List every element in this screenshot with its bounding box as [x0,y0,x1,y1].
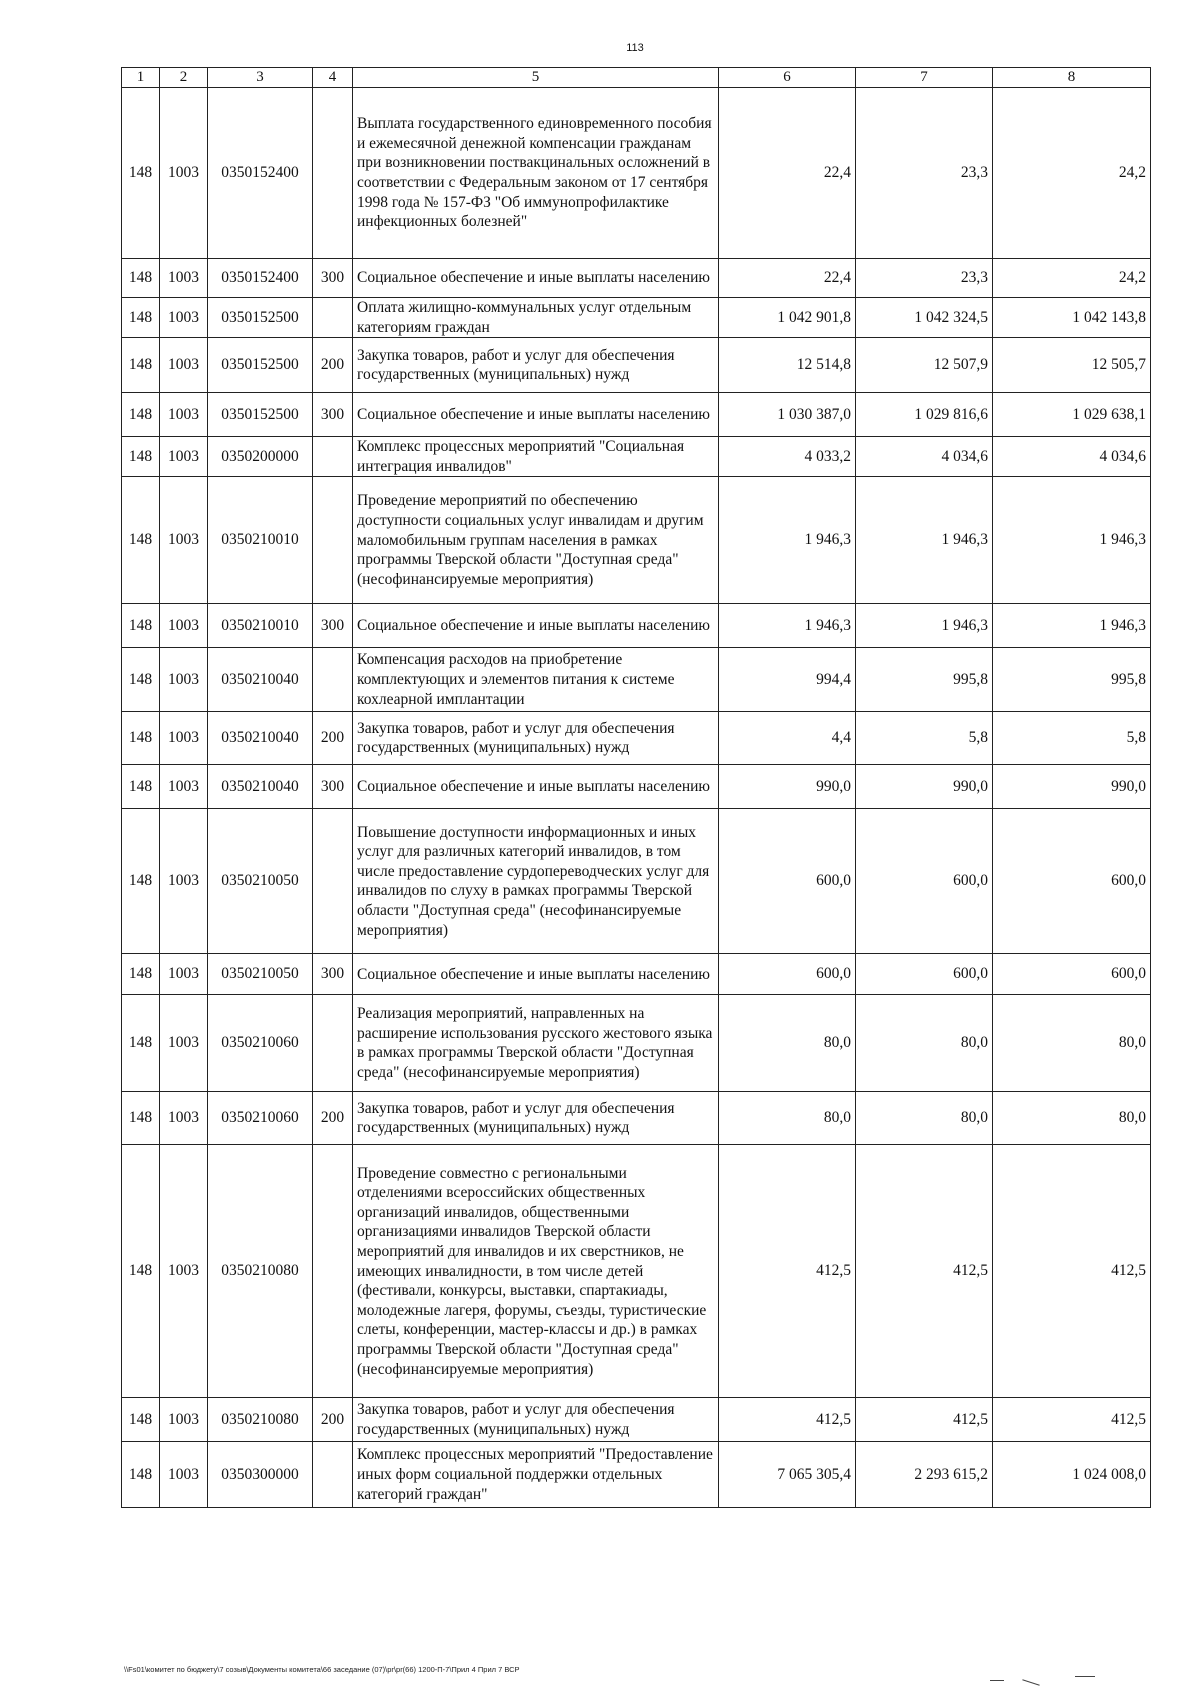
expense-type-cell: 300 [313,954,353,995]
target-article-cell: 0350210050 [208,954,313,995]
target-article-cell: 0350210080 [208,1145,313,1398]
expense-type-cell: 300 [313,393,353,437]
item-name-cell: Закупка товаров, работ и услуг для обеспечения государственных (муниципальных) нужд [353,1398,719,1442]
section-code-cell: 1003 [160,298,208,338]
expense-type-cell [313,995,353,1092]
amount-year2-cell: 5,8 [856,712,993,765]
expense-type-cell [313,477,353,604]
item-name-cell: Проведение совместно с региональными отделениями всероссийских общественных организаций инвалидов, общественными организациями инвалидов Тверской области мероприятий для инвалидов и их сверстников, не имеющих инвалидности, в том числе детей (фестивали, конкурсы, выставки, спартакиады, молодежные лагеря, форумы, съезды, туристические слеты, конференции, мастер-классы и др.) в рамках программы Тверской области "Доступная среда" (несофинансируемые мероприятия) [353,1145,719,1398]
amount-year1-cell: 80,0 [719,995,856,1092]
item-name-cell: Повышение доступности информационных и иных услуг для различных категорий инвалидов, в том числе предоставление сурдопереводческих услуг для инвалидов по слуху в рамках программы Тверской области "Доступная среда" (несофинансируемые мероприятия) [353,809,719,954]
amount-year3-cell: 600,0 [993,809,1151,954]
target-article-cell: 0350210010 [208,477,313,604]
chapter-code-cell: 148 [122,712,160,765]
amount-year2-cell: 1 946,3 [856,604,993,648]
column-header: 1 [122,68,160,88]
amount-year1-cell: 12 514,8 [719,338,856,393]
amount-year2-cell: 12 507,9 [856,338,993,393]
item-name-cell: Социальное обеспечение и иные выплаты населению [353,604,719,648]
chapter-code-cell: 148 [122,604,160,648]
amount-year2-cell: 23,3 [856,88,993,259]
section-code-cell: 1003 [160,1398,208,1442]
amount-year1-cell: 4 033,2 [719,437,856,477]
amount-year3-cell: 4 034,6 [993,437,1151,477]
amount-year1-cell: 4,4 [719,712,856,765]
amount-year2-cell: 412,5 [856,1398,993,1442]
expense-type-cell: 200 [313,1092,353,1145]
amount-year1-cell: 1 946,3 [719,604,856,648]
table-row [122,1092,1151,1145]
table-row [122,712,1151,765]
amount-year2-cell: 600,0 [856,954,993,995]
target-article-cell: 0350210050 [208,809,313,954]
target-article-cell: 0350210080 [208,1398,313,1442]
amount-year2-cell: 80,0 [856,995,993,1092]
amount-year2-cell: 2 293 615,2 [856,1442,993,1508]
amount-year3-cell: 5,8 [993,712,1151,765]
amount-year2-cell: 80,0 [856,1092,993,1145]
item-name-cell: Проведение мероприятий по обеспечению доступности социальных услуг инвалидам и другим маломобильным группам населения в рамках программы Тверской области "Доступная среда" (несофинансируемые мероприятия) [353,477,719,604]
amount-year3-cell: 1 042 143,8 [993,298,1151,338]
amount-year1-cell: 7 065 305,4 [719,1442,856,1508]
table-row [122,995,1151,1092]
section-code-cell: 1003 [160,393,208,437]
item-name-cell: Компенсация расходов на приобретение комплектующих и элементов питания к системе кохлеарной имплантации [353,648,719,712]
section-code-cell: 1003 [160,1092,208,1145]
amount-year3-cell: 12 505,7 [993,338,1151,393]
item-name-cell: Выплата государственного единовременного пособия и ежемесячной денежной компенсации гражданам при возникновении поствакцинальных осложнений в соответствии с Федеральным законом от 17 сентября 1998 года № 157-ФЗ "Об иммунопрофилактике инфекционных болезней" [353,88,719,259]
amount-year1-cell: 412,5 [719,1398,856,1442]
table-row [122,765,1151,809]
amount-year3-cell: 412,5 [993,1145,1151,1398]
chapter-code-cell: 148 [122,954,160,995]
chapter-code-cell: 148 [122,1092,160,1145]
amount-year3-cell: 600,0 [993,954,1151,995]
table-row [122,1442,1151,1508]
scan-artifact [1075,1676,1095,1677]
amount-year3-cell: 1 946,3 [993,477,1151,604]
amount-year2-cell: 4 034,6 [856,437,993,477]
expense-type-cell: 300 [313,259,353,298]
amount-year1-cell: 1 030 387,0 [719,393,856,437]
expense-type-cell [313,1145,353,1398]
section-code-cell: 1003 [160,712,208,765]
amount-year3-cell: 24,2 [993,259,1151,298]
section-code-cell: 1003 [160,765,208,809]
amount-year3-cell: 1 946,3 [993,604,1151,648]
item-name-cell: Оплата жилищно-коммунальных услуг отдельным категориям граждан [353,298,719,338]
section-code-cell: 1003 [160,88,208,259]
chapter-code-cell: 148 [122,809,160,954]
amount-year1-cell: 1 946,3 [719,477,856,604]
amount-year3-cell: 24,2 [993,88,1151,259]
section-code-cell: 1003 [160,1442,208,1508]
header-row [122,68,1151,88]
chapter-code-cell: 148 [122,1398,160,1442]
column-header: 4 [313,68,353,88]
item-name-cell: Комплекс процессных мероприятий "Предоставление иных форм социальной поддержки отдельных категорий граждан" [353,1442,719,1508]
chapter-code-cell: 148 [122,437,160,477]
amount-year1-cell: 80,0 [719,1092,856,1145]
item-name-cell: Социальное обеспечение и иные выплаты населению [353,765,719,809]
target-article-cell: 0350210040 [208,648,313,712]
chapter-code-cell: 148 [122,298,160,338]
column-header: 7 [856,68,993,88]
table-row [122,393,1151,437]
column-header: 5 [353,68,719,88]
chapter-code-cell: 148 [122,1442,160,1508]
expense-type-cell [313,648,353,712]
chapter-code-cell: 148 [122,88,160,259]
target-article-cell: 0350152400 [208,259,313,298]
column-header: 3 [208,68,313,88]
table-row [122,338,1151,393]
amount-year2-cell: 1 042 324,5 [856,298,993,338]
table-row [122,954,1151,995]
section-code-cell: 1003 [160,437,208,477]
page-number: 113 [626,42,644,54]
section-code-cell: 1003 [160,648,208,712]
table-row [122,648,1151,712]
expense-type-cell [313,298,353,338]
item-name-cell: Закупка товаров, работ и услуг для обеспечения государственных (муниципальных) нужд [353,1092,719,1145]
section-code-cell: 1003 [160,338,208,393]
expense-type-cell: 200 [313,1398,353,1442]
amount-year3-cell: 1 029 638,1 [993,393,1151,437]
chapter-code-cell: 148 [122,259,160,298]
item-name-cell: Реализация мероприятий, направленных на расширение использования русского жестового языка в рамках программы Тверской области "Доступная среда" (несофинансируемые мероприятия) [353,995,719,1092]
target-article-cell: 0350210060 [208,995,313,1092]
scan-artifact [990,1680,1004,1681]
expense-type-cell [313,88,353,259]
expense-type-cell [313,437,353,477]
expense-type-cell: 300 [313,604,353,648]
expense-type-cell [313,1442,353,1508]
file-path-footer: \\Fs01\комитет по бюджету\7 созыв\Документы комитета\66 заседание (07)\pr\pr(66) 1200-П-7\Прил 4 Прил 7 ВСР [124,1665,520,1674]
column-header: 8 [993,68,1151,88]
amount-year1-cell: 600,0 [719,809,856,954]
table-row [122,259,1151,298]
table-row [122,1145,1151,1398]
table-row [122,477,1151,604]
section-code-cell: 1003 [160,809,208,954]
section-code-cell: 1003 [160,954,208,995]
amount-year2-cell: 412,5 [856,1145,993,1398]
amount-year3-cell: 995,8 [993,648,1151,712]
item-name-cell: Закупка товаров, работ и услуг для обеспечения государственных (муниципальных) нужд [353,712,719,765]
section-code-cell: 1003 [160,604,208,648]
table-row [122,604,1151,648]
item-name-cell: Комплекс процессных мероприятий "Социальная интеграция инвалидов" [353,437,719,477]
expense-type-cell [313,809,353,954]
target-article-cell: 0350152400 [208,88,313,259]
target-article-cell: 0350210040 [208,765,313,809]
target-article-cell: 0350300000 [208,1442,313,1508]
amount-year3-cell: 80,0 [993,1092,1151,1145]
amount-year3-cell: 412,5 [993,1398,1151,1442]
column-header: 2 [160,68,208,88]
section-code-cell: 1003 [160,995,208,1092]
amount-year1-cell: 990,0 [719,765,856,809]
scan-artifact [1022,1679,1039,1686]
amount-year1-cell: 22,4 [719,259,856,298]
chapter-code-cell: 148 [122,648,160,712]
chapter-code-cell: 148 [122,995,160,1092]
expense-type-cell: 300 [313,765,353,809]
amount-year2-cell: 600,0 [856,809,993,954]
amount-year1-cell: 412,5 [719,1145,856,1398]
section-code-cell: 1003 [160,477,208,604]
target-article-cell: 0350152500 [208,298,313,338]
table-row [122,88,1151,259]
amount-year2-cell: 995,8 [856,648,993,712]
amount-year2-cell: 990,0 [856,765,993,809]
target-article-cell: 0350210060 [208,1092,313,1145]
section-code-cell: 1003 [160,259,208,298]
amount-year2-cell: 23,3 [856,259,993,298]
amount-year3-cell: 1 024 008,0 [993,1442,1151,1508]
item-name-cell: Закупка товаров, работ и услуг для обеспечения государственных (муниципальных) нужд [353,338,719,393]
target-article-cell: 0350210010 [208,604,313,648]
amount-year1-cell: 22,4 [719,88,856,259]
table-row [122,298,1151,338]
expense-type-cell: 200 [313,338,353,393]
chapter-code-cell: 148 [122,765,160,809]
column-header: 6 [719,68,856,88]
item-name-cell: Социальное обеспечение и иные выплаты населению [353,954,719,995]
table-row [122,437,1151,477]
chapter-code-cell: 148 [122,1145,160,1398]
table-row [122,809,1151,954]
budget-table [121,67,1151,1508]
amount-year2-cell: 1 029 816,6 [856,393,993,437]
chapter-code-cell: 148 [122,393,160,437]
chapter-code-cell: 148 [122,338,160,393]
expense-type-cell: 200 [313,712,353,765]
amount-year2-cell: 1 946,3 [856,477,993,604]
item-name-cell: Социальное обеспечение и иные выплаты населению [353,259,719,298]
target-article-cell: 0350152500 [208,338,313,393]
item-name-cell: Социальное обеспечение и иные выплаты населению [353,393,719,437]
amount-year1-cell: 1 042 901,8 [719,298,856,338]
table-row [122,1398,1151,1442]
amount-year1-cell: 600,0 [719,954,856,995]
amount-year1-cell: 994,4 [719,648,856,712]
amount-year3-cell: 80,0 [993,995,1151,1092]
amount-year3-cell: 990,0 [993,765,1151,809]
target-article-cell: 0350152500 [208,393,313,437]
chapter-code-cell: 148 [122,477,160,604]
section-code-cell: 1003 [160,1145,208,1398]
target-article-cell: 0350210040 [208,712,313,765]
target-article-cell: 0350200000 [208,437,313,477]
